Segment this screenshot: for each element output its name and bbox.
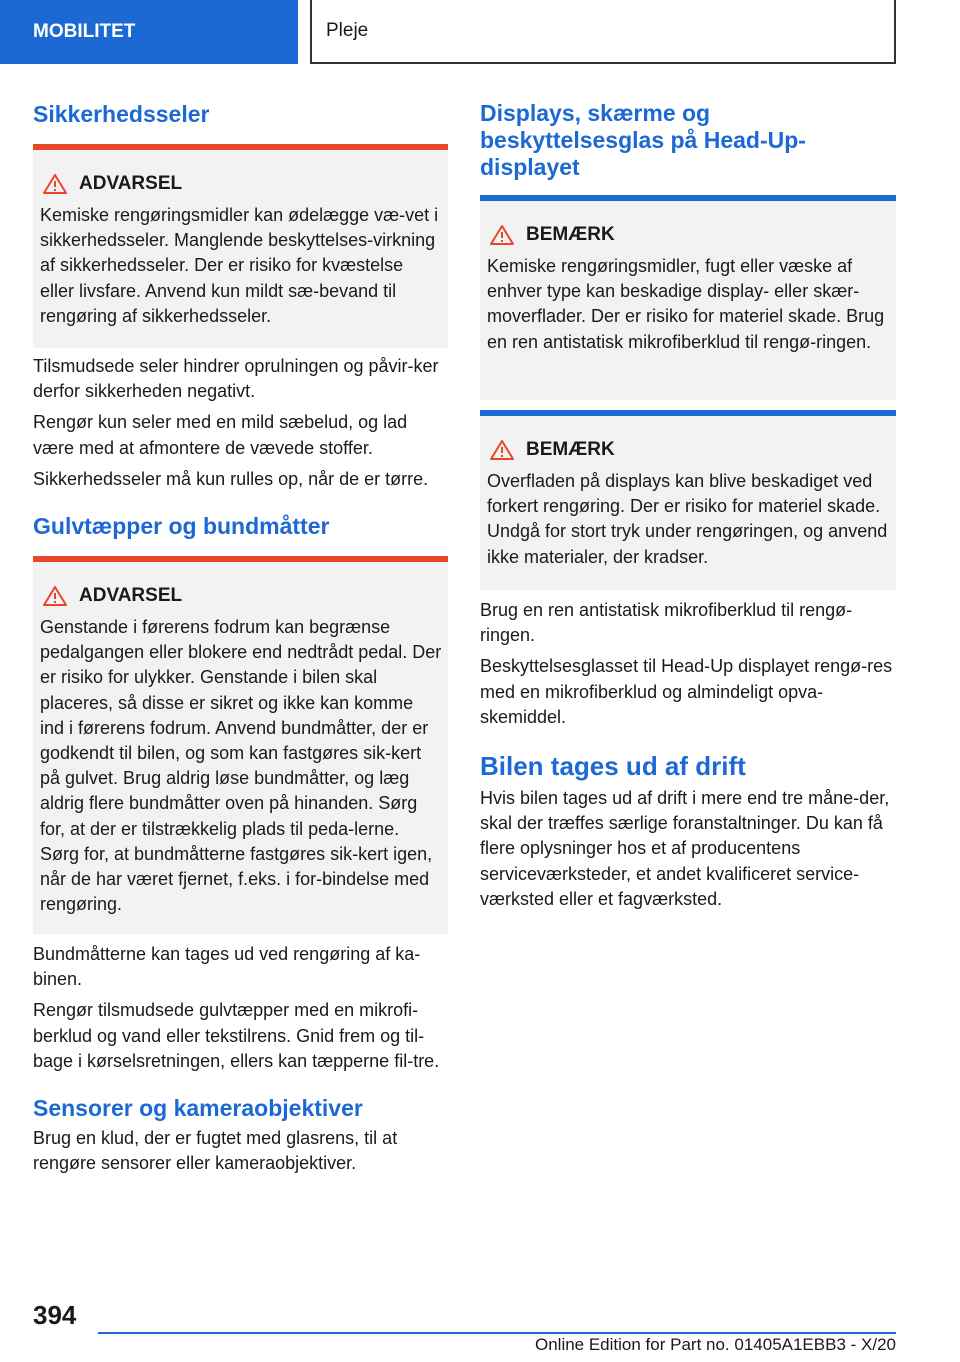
section-title-seatbelts: Sikkerhedsseler <box>33 101 210 127</box>
chapter-tab <box>0 0 298 64</box>
edition-info: Online Edition for Part no. 01405A1EBB3 - X/20 <box>534 1335 896 1354</box>
page-header-title: Pleje <box>326 20 369 41</box>
notice-label: BEMÆRK <box>526 439 615 460</box>
section-title-displays: Displays, skærme og beskyttelsesglas på Head-Up-displayet <box>480 100 806 180</box>
notice-text: Kemiske rengøringsmidler, fugt eller væske af enhver type kan beskadige display- eller skær-moverflader. Der er risiko for materiel skade. Brug en ren antistatisk mikrofiberklud til rengø-ringen. <box>487 256 885 352</box>
notice-box-displays-1 <box>480 195 896 400</box>
notice-header <box>487 223 890 247</box>
notice-triangle-icon <box>490 440 514 460</box>
warning-text: Genstande i førerens fodrum kan begrænse pedalgangen eller blokere end nedtrådt pedal. Der er risiko for ulykker. Genstande i bilen skal placeres, så disse er sikret og ikke kan komme ind i førerens fodrum. Anvend bundmåtter, der er godkendt til bilen, og som kan fastgøres sik-kert på gulvet. Brug aldrig løse bundmåtter, og læg aldrig flere bundmåtter oven på hinanden. Sørg for, at der er tilstrækkelig plads til peda-lerne. Sørg for, at bundmåtterne fastgøres sik-kert igen, når de har været fjernet, f.eks. i for-bindelse med rengøring. <box>40 617 442 915</box>
warning-header <box>40 584 442 608</box>
paragraph: Sikkerhedsseler må kun rulles op, når de er tørre. <box>33 468 429 489</box>
warning-triangle-icon <box>43 586 67 606</box>
warning-label: ADVARSEL <box>79 173 183 194</box>
notice-header <box>487 438 890 462</box>
left-column <box>33 100 448 1176</box>
chapter-label: MOBILITET <box>33 21 136 42</box>
section-title-sensors: Sensorer og kameraobjektiver <box>33 1095 363 1122</box>
warning-header <box>40 172 442 196</box>
paragraph: Bundmåtterne kan tages ud ved rengøring af ka-binen. <box>33 944 421 990</box>
paragraph: Hvis bilen tages ud af drift i mere end tre måne-der, skal der træffes særlige foranstaltninger. Du kan få flere oplysninger hos et af producentens serviceværksteder, et andet kvalificeret service-værksted eller et fagværksted. <box>480 788 890 909</box>
page-number: 394 <box>33 1300 77 1330</box>
paragraph: Tilsmudsede seler hindrer oprulningen og påvir-ker derfor sikkerheden negativt. <box>33 356 439 402</box>
notice-text: Overfladen på displays kan blive beskadiget ved forkert rengøring. Der er risiko for materiel skade. Undgå for stort tryk under rengøringen, og anvend ikke materialer, der kradser. <box>487 471 888 567</box>
notice-label: BEMÆRK <box>526 224 615 245</box>
notice-box-displays-2 <box>480 410 896 590</box>
footer-divider <box>98 1332 896 1334</box>
warning-text: Kemiske rengøringsmidler kan ødelægge væ-vet i sikkerhedsseler. Manglende beskyttelses-virkning af sikkerhedsseler. Der er risiko for kvæstelse eller livsfare. Anvend kun mildt sæ-bevand til rengøring af sikkerhedsseler. <box>40 205 439 326</box>
warning-box-seatbelts <box>33 144 448 348</box>
paragraph: Beskyttelsesglasset til Head-Up displayet rengø-res med en mikrofiberklud og almindeligt opva-skemiddel. <box>480 656 893 727</box>
paragraph: Brug en klud, der er fugtet med glasrens, til at rengøre sensorer eller kameraobjektiver. <box>33 1128 398 1174</box>
page-header <box>310 0 896 64</box>
paragraph: Brug en ren antistatisk mikrofiberklud til rengø-ringen. <box>480 600 853 646</box>
section-title-mats: Gulvtæpper og bundmåtter <box>33 513 330 540</box>
notice-triangle-icon <box>490 225 514 245</box>
warning-box-mats <box>33 556 448 934</box>
section-title-storage: Bilen tages ud af drift <box>480 751 746 782</box>
warning-label: ADVARSEL <box>79 585 183 607</box>
paragraph: Rengør kun seler med en mild sæbelud, og lad være med at afmontere de vævede stoffer. <box>33 412 408 458</box>
paragraph: Rengør tilsmudsede gulvtæpper med en mikrofi-berklud og vand eller tekstilrens. Gnid frem og til-bage i kørselsretningen, ellers kan tæpperne fil-tre. <box>33 1000 440 1071</box>
right-column <box>480 100 896 912</box>
warning-triangle-icon <box>43 174 67 194</box>
